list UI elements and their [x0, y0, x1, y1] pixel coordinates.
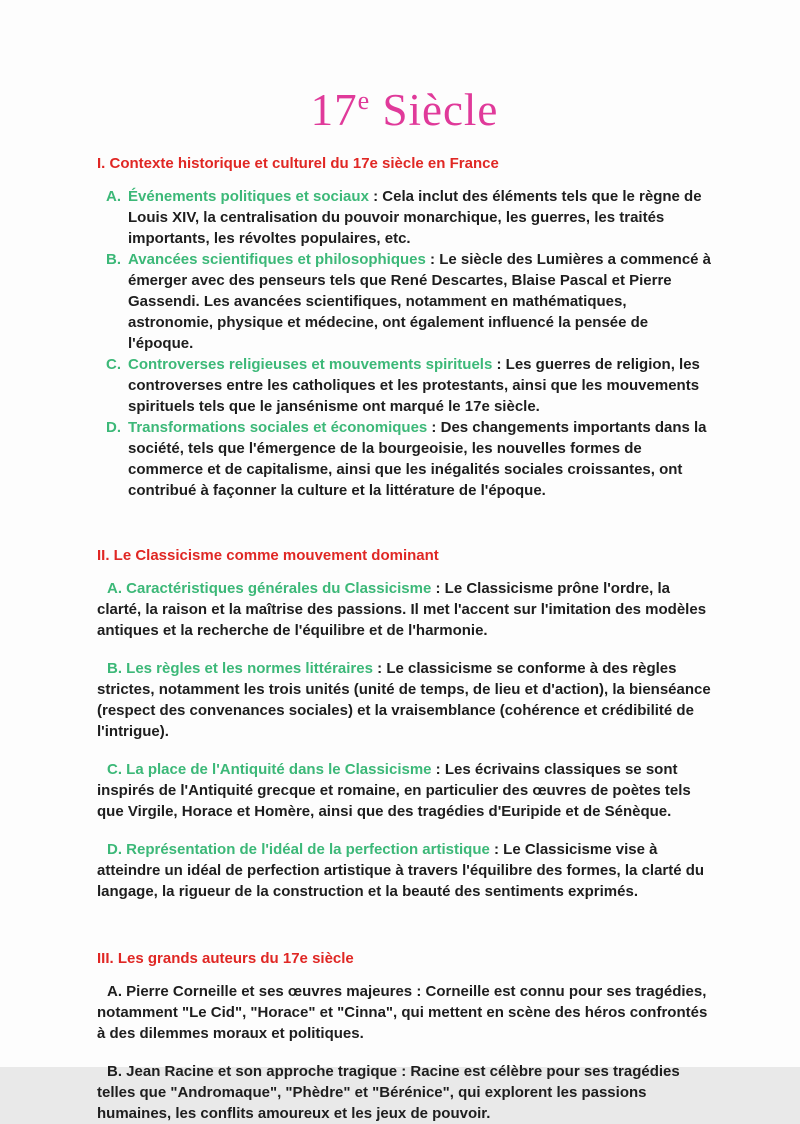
item-text: Racine est célèbre pour ses tragédies telles que "Andromaque", "Phèdre" et "Bérénice", qui explorent les passions humaines, les conflits amoureux et les jeux de pouvoir.	[97, 1063, 680, 1122]
item-label: Événements politiques et sociaux	[128, 188, 369, 205]
item-label: A. Pierre Corneille et ses œuvres majeures	[107, 983, 413, 1000]
item-text: Le Classicisme prône l'ordre, la clarté, la raison et la maîtrise des passions. Il met l'accent sur l'imitation des modèles antiques et la recherche de l'équilibre et de l'harmonie.	[97, 580, 707, 639]
item-label: A. Caractéristiques générales du Classicisme	[107, 580, 432, 597]
list-marker: A.	[106, 188, 121, 205]
item-text: Le Classicisme vise à atteindre un idéal de perfection artistique à travers l'équilibre des formes, la clarté du langage, la rigueur de la construction et la beauté des sentiments exprimés.	[97, 841, 705, 900]
item-separator: :	[368, 188, 383, 205]
paragraph-ideal-perfection	[97, 839, 712, 902]
item-label: B. Les règles et les normes littéraires	[107, 660, 373, 677]
item-text: Le classicisme se conforme à des règles strictes, notamment les trois unités (unité de temps, de lieu et d'action), la bienséance (respect des convenances sociales) et la vraisemblance (cohérence et crédibilité de l'intrigue).	[97, 660, 711, 740]
section-3-grands-auteurs	[97, 948, 712, 1124]
list-item-evenements-politiques	[97, 186, 712, 249]
item-label: Avancées scientifiques et philosophiques	[128, 251, 426, 268]
item-separator: :	[427, 419, 441, 436]
item-separator: :	[425, 251, 440, 268]
paragraph-caracteristiques-generales	[97, 578, 712, 641]
list-item-controverses-religieuses	[97, 354, 712, 417]
title-word: Siècle	[370, 85, 499, 135]
title-superscript-e: e	[357, 86, 371, 115]
item-separator: :	[492, 356, 506, 373]
section-3-heading: III. Les grands auteurs du 17e siècle	[97, 950, 354, 967]
section-2-heading: II. Le Classicisme comme mouvement dominant	[97, 547, 439, 564]
item-separator: :	[431, 761, 445, 778]
item-text: Le siècle des Lumières a commencé à émerger avec des penseurs tels que René Descartes, Blaise Pascal et Pierre Gassendi. Les avancées scientifiques, notamment en mathématiques, astronomie, physique et médecine, ont également influencé la pensée de l'époque.	[128, 251, 712, 352]
item-text: Corneille est connu pour ses tragédies, notamment "Le Cid", "Horace" et "Cinna", qui mettent en scène des héros confrontés à des dilemmes moraux et politiques.	[97, 983, 708, 1042]
list-item-avancees-scientifiques	[97, 249, 712, 354]
paragraph-pierre-corneille	[97, 981, 712, 1044]
list-marker: B.	[106, 251, 121, 268]
section-2-classicisme	[97, 545, 712, 902]
item-separator: :	[489, 841, 504, 858]
document-title	[97, 85, 712, 135]
list-item-transformations-sociales	[97, 417, 712, 501]
item-label: B. Jean Racine et son approche tragique	[107, 1063, 398, 1080]
title-number: 17	[310, 85, 358, 135]
paragraph-place-antiquite	[97, 759, 712, 822]
item-label: Transformations sociales et économiques	[128, 419, 428, 436]
paragraph-jean-racine	[97, 1061, 712, 1124]
item-label: C. La place de l'Antiquité dans le Classicisme	[107, 761, 432, 778]
paragraph-regles-normes	[97, 658, 712, 742]
item-label: D. Représentation de l'idéal de la perfection artistique	[107, 841, 490, 858]
item-separator: :	[431, 580, 445, 597]
item-text: Des changements importants dans la société, tels que l'émergence de la bourgeoisie, les nouvelles formes de commerce et de capitalisme, ainsi que les inégalités sociales croissantes, ont contribué à façonner la culture et la littérature de l'époque.	[128, 419, 707, 499]
item-text: Cela inclut des éléments tels que le règne de Louis XIV, la centralisation du pouvoir monarchique, les guerres, les traités importants, les révoltes populaires, etc.	[128, 188, 702, 247]
item-separator: :	[412, 983, 426, 1000]
item-text: Les écrivains classiques se sont inspirés de l'Antiquité grecque et romaine, en particulier des œuvres de poètes tels que Virgile, Horace et Homère, ainsi que des tragédies d'Euripide et de Sénèque.	[97, 761, 691, 820]
section-1-heading: I. Contexte historique et culturel du 17e siècle en France	[97, 155, 499, 172]
item-text: Les guerres de religion, les controverses entre les catholiques et les protestants, ainsi que les mouvements spirituels tels que le jansénisme ont marqué le 17e siècle.	[128, 356, 700, 415]
item-label: Controverses religieuses et mouvements spirituels	[128, 356, 493, 373]
section-1-list	[97, 186, 712, 501]
list-marker: D.	[106, 419, 121, 436]
item-separator: :	[372, 660, 387, 677]
section-1-contexte-historique	[97, 153, 712, 501]
item-separator: :	[397, 1063, 411, 1080]
list-marker: C.	[106, 356, 121, 373]
